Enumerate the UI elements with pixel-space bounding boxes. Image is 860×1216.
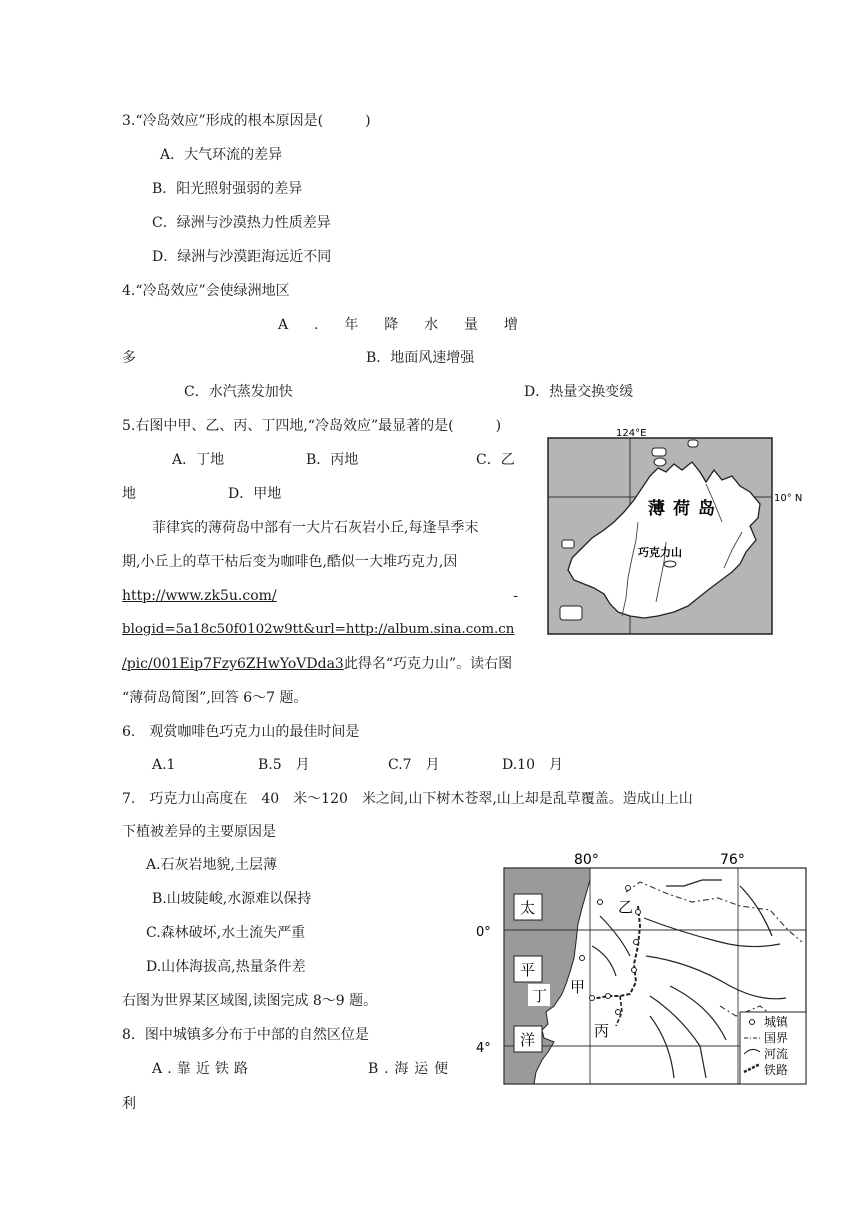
map1-islet — [562, 540, 574, 548]
q6-option-d: D.10 月 — [502, 757, 563, 773]
q8-stem: 8．图中城镇多分布于中部的自然区位是 — [122, 1027, 369, 1043]
map2-town — [634, 940, 639, 945]
q4-a-char: 水 — [424, 317, 439, 333]
q8-b-char: 海 — [394, 1061, 409, 1077]
q4-option-b: B．地面风速增强 — [366, 350, 475, 366]
q8-b-char: 便 — [434, 1061, 448, 1077]
passage-line-3 — [122, 655, 512, 673]
q8-b-char: . — [384, 1061, 389, 1077]
q8-a-char: 靠 — [176, 1061, 191, 1077]
map2-town — [580, 956, 585, 961]
q4-a-char: 量 — [464, 317, 479, 333]
q5-stem: 5.右图中甲、乙、丙、丁四地,“冷岛效应”最显著的是( ) — [122, 418, 502, 434]
q8-option-a — [152, 1060, 248, 1078]
passage-url-1[interactable] — [122, 587, 518, 605]
q4-option-c: C．水汽蒸发加快 — [184, 384, 293, 400]
map2-town — [590, 996, 595, 1001]
passage-url-3[interactable]: /pic/001Eip7Fzy6ZHwYoVDda3 — [122, 656, 344, 672]
q8-a-char: . — [167, 1061, 172, 1077]
map1-island-name: 薄荷岛 — [648, 499, 723, 519]
map2-legend — [740, 1012, 806, 1084]
q4-a-char: A — [278, 317, 289, 333]
place-bing: 丙 — [594, 1022, 610, 1040]
q4-a-char: . — [314, 317, 319, 333]
map2-lon-76: 76° — [720, 852, 745, 868]
q3-stem: 3.“冷岛效应”形成的根本原因是( ) — [122, 113, 371, 129]
q3-option-c: C．绿洲与沙漠热力性质差异 — [152, 215, 331, 231]
passage-line-2: 期,小丘上的草干枯后变为咖啡色,酷似一大堆巧克力,因 — [122, 554, 458, 570]
q3-option-b: B．阳光照射强弱的差异 — [152, 181, 303, 197]
bohol-island-map — [546, 422, 806, 638]
q8-a-char: 铁 — [214, 1061, 229, 1077]
place-jia: 甲 — [570, 978, 586, 996]
q3-option-d: D．绿洲与沙漠距海远近不同 — [152, 249, 332, 265]
map2-town — [626, 886, 631, 891]
ocean-label-ping: 平 — [520, 961, 536, 979]
q6-stem: 6. 观赏咖啡色巧克力山的最佳时间是 — [122, 724, 360, 740]
map1-islet — [688, 440, 698, 447]
place-yi: 乙 — [618, 898, 634, 916]
q3-option-a: A．大气环流的差异 — [160, 147, 283, 163]
map1-lon-label: 124°E — [616, 428, 647, 439]
map2-town — [616, 1010, 621, 1015]
legend-river: 河流 — [764, 1047, 789, 1061]
q8-b-char: 运 — [414, 1061, 429, 1077]
ocean-label-tai: 太 — [520, 899, 536, 917]
region-map — [470, 846, 810, 1086]
q4-option-a-tail: 多 — [122, 350, 136, 366]
q5-option-c-tail: 地 — [122, 486, 136, 502]
q5-option-a: A．丁地 — [172, 452, 225, 468]
legend-town: 城镇 — [764, 1015, 789, 1029]
q7-stem-line-1: 7. 巧克力山高度在 40 米～120 米之间,山下树木苍翠,山上却是乱草覆盖。造成山上山 — [122, 791, 693, 807]
q4-a-char: 增 — [503, 317, 518, 333]
passage-line-1: 菲律宾的薄荷岛中部有一大片石灰岩小丘,每逢旱季末 — [152, 520, 479, 536]
url-segment[interactable]: http://www.zk5u.com/ — [122, 588, 277, 604]
q6-option-a: A.1 — [152, 757, 176, 773]
map1-islet — [560, 606, 582, 620]
q8-a-char: 路 — [233, 1061, 248, 1077]
q8-option-b — [368, 1060, 448, 1078]
q4-a-char: 年 — [344, 317, 359, 333]
map2-town — [598, 900, 603, 905]
q4-option-d: D．热量交换变缓 — [524, 384, 634, 400]
map2-lat-0: 0° — [476, 925, 491, 940]
map2-town — [636, 910, 641, 915]
q7-option-d: D.山体海拔高,热量条件差 — [146, 959, 306, 975]
q6-option-c: C.7 月 — [388, 757, 440, 773]
q8-b-char: B — [368, 1061, 379, 1077]
legend-railway: 铁路 — [764, 1063, 789, 1077]
q6-option-b: B.5 月 — [258, 757, 310, 773]
q8-a-char: 近 — [195, 1061, 210, 1077]
place-ding: 丁 — [532, 987, 548, 1005]
ocean-label-yang: 洋 — [520, 1031, 536, 1049]
map1-islet — [654, 458, 666, 466]
q8-a-char: A — [152, 1061, 163, 1077]
url-segment-tail[interactable]: - — [513, 588, 518, 604]
q7-option-b: B.山坡陡峻,水源难以保持 — [152, 891, 312, 907]
map2-lat-4: 4° — [476, 1041, 491, 1056]
passage-line-4: “薄荷岛简图”,回答 6～7 题。 — [122, 690, 308, 706]
q7-option-c: C.森林破坏,水土流失严重 — [146, 925, 306, 941]
q4-a-char: 降 — [384, 317, 399, 333]
map2-town — [632, 968, 637, 973]
map1-lat-label: 10° N — [774, 493, 803, 504]
map2-town — [606, 994, 611, 999]
q4-stem: 4.“冷岛效应”会使绿洲地区 — [122, 283, 290, 299]
q4-option-a — [278, 316, 518, 334]
legend-border: 国界 — [764, 1031, 789, 1045]
q8-option-b-tail: 利 — [122, 1096, 136, 1112]
q7-option-a: A.石灰岩地貌,土层薄 — [146, 857, 278, 873]
legend-town-symbol — [750, 1020, 755, 1025]
q5-option-b: B．丙地 — [306, 452, 359, 468]
map2-lon-80: 80° — [574, 852, 599, 868]
map1-islet — [652, 448, 666, 456]
q5-option-c: C．乙 — [476, 452, 515, 468]
q5-option-d: D．甲地 — [228, 486, 282, 502]
map1-hill-label: 巧克力山 — [638, 546, 682, 559]
q7-stem-line-2: 下植被差异的主要原因是 — [122, 824, 276, 840]
q8-9-intro: 右图为世界某区域图,读图完成 8～9 题。 — [122, 993, 378, 1009]
passage-line-3-text: 此得名“巧克力山”。读右图 — [343, 656, 513, 672]
passage-url-2[interactable]: blogid=5a18c50f0102w9tt&url=http://album.sina.com.cn — [122, 622, 515, 637]
